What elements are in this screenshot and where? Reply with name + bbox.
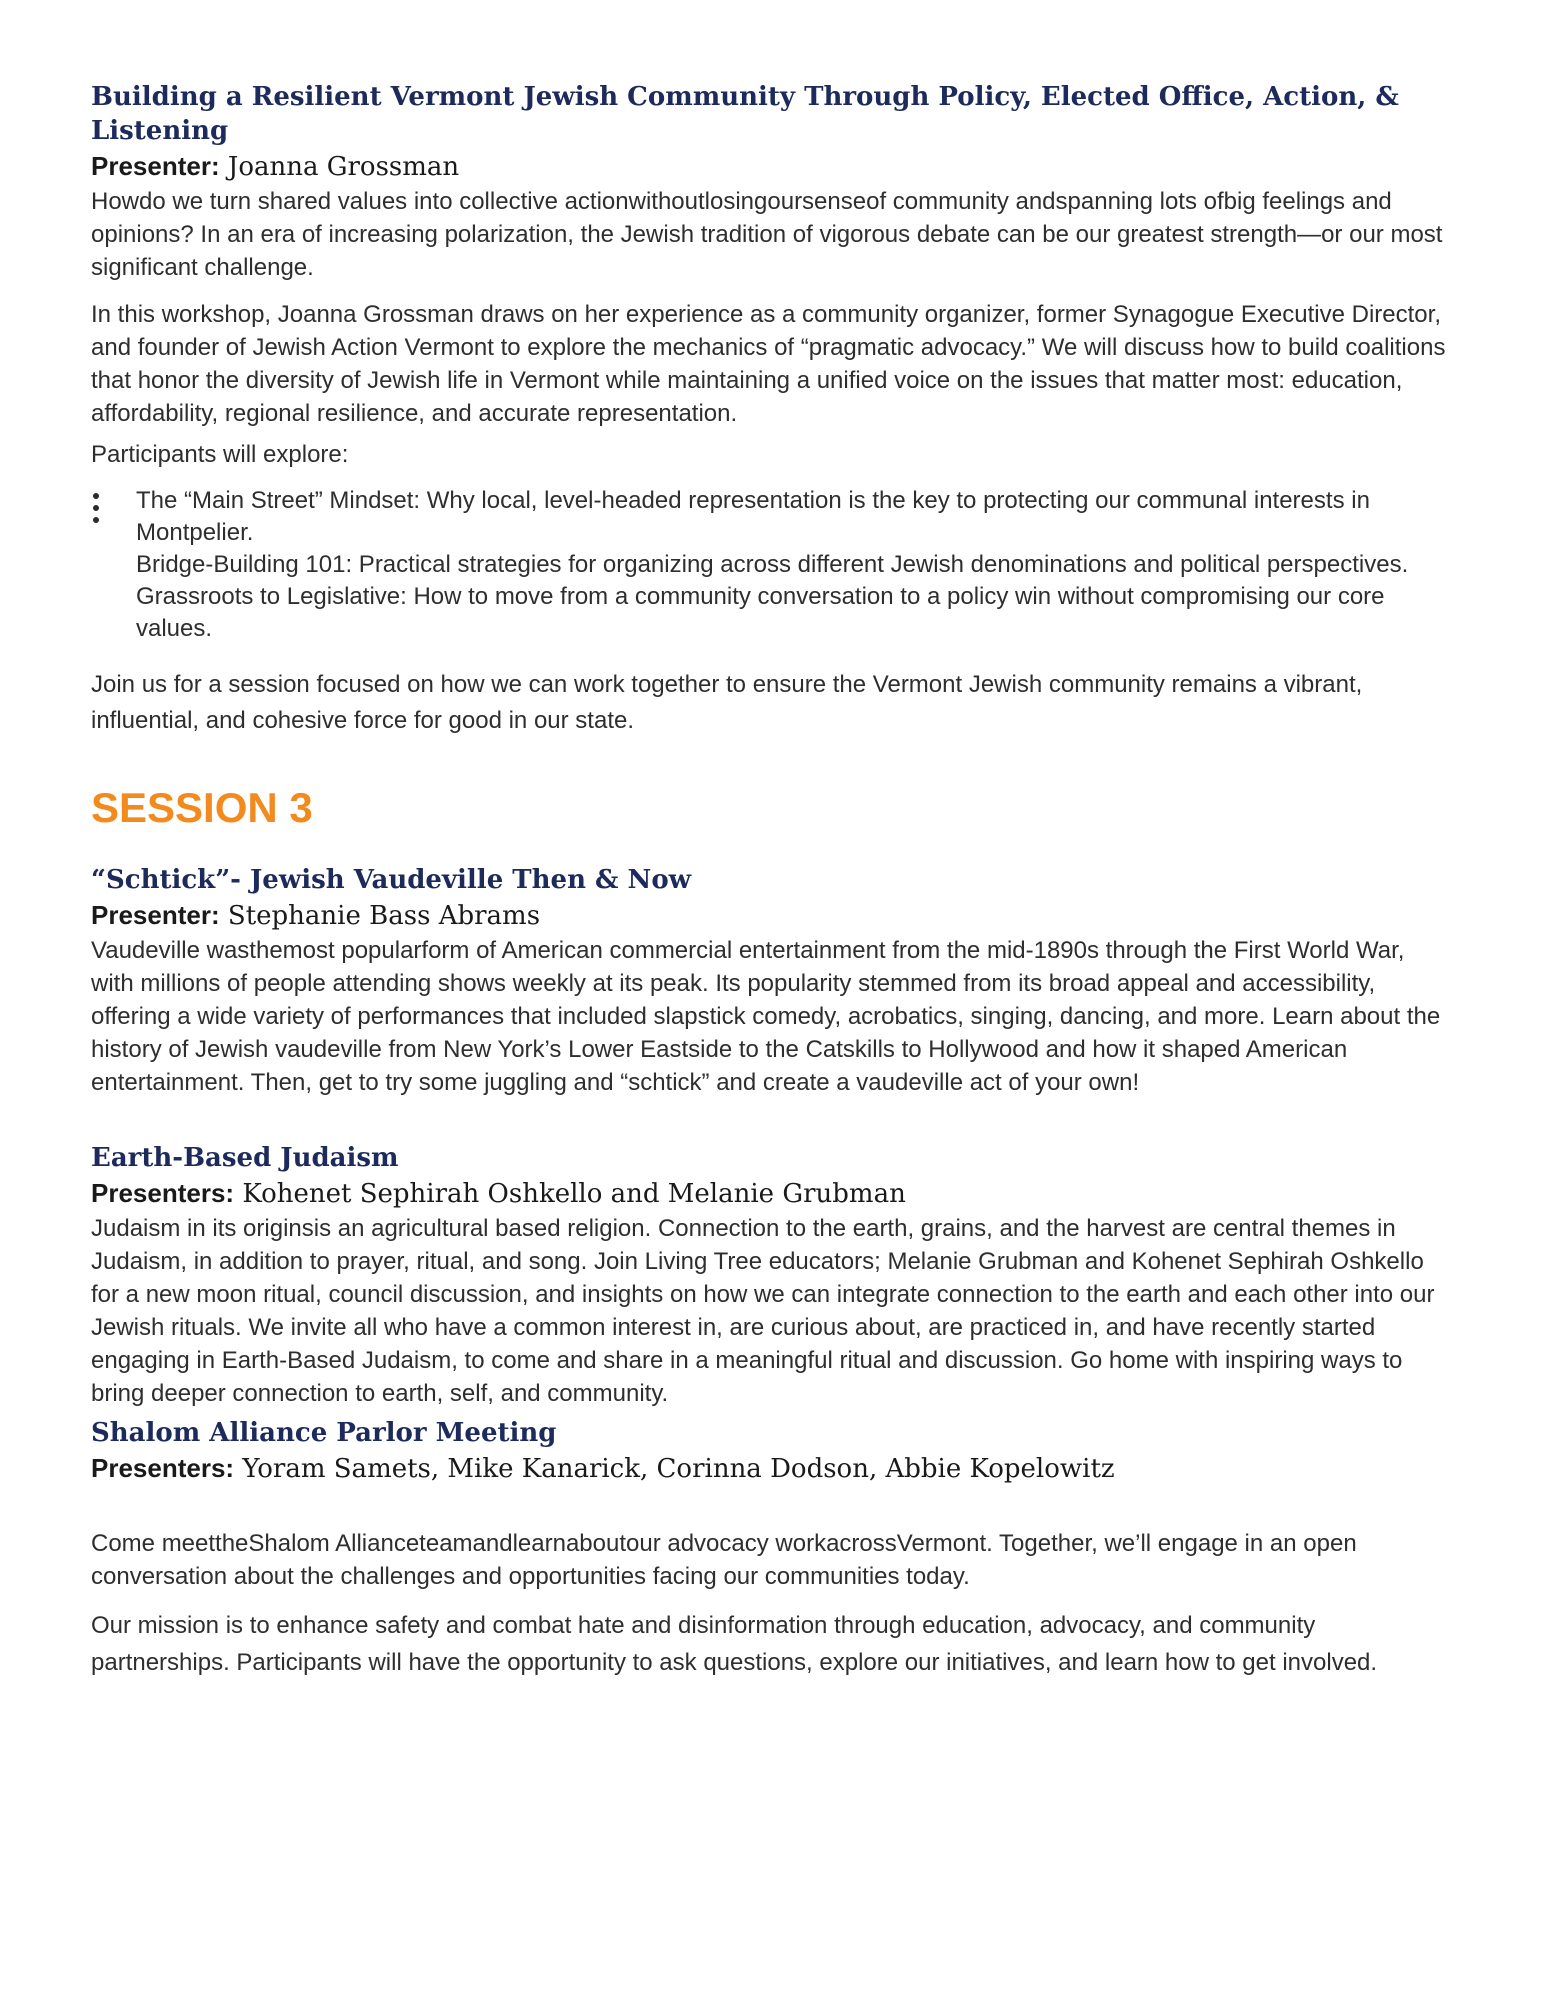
list-item: Grassroots to Legislative: How to move from a community conversation to a policy win without compromising our core values. xyxy=(136,583,1385,642)
description-paragraph: In this workshop, Joanna Grossman draws on her experience as a community organizer, former Synagogue Executive Director, and founder of Jewish Action Vermont to explore the mechanics of “pragmatic advocacy.” We will discuss how to build coalitions that honor the diversity of Jewish life in Vermont while maintaining a unified voice on the issues that matter most: education, affordability, regional resilience, and accurate representation. xyxy=(91,301,1446,427)
workshop-earth-based-judaism xyxy=(91,1141,1450,1410)
session-heading: SESSION 3 xyxy=(91,784,313,831)
presenter-line xyxy=(91,897,1450,934)
description-paragraph: Vaudeville wasthemost popularform of American commercial entertainment from the mid-1890s through the First World War, with millions of people attending shows weekly at its peak. Its popularity stemmed from its broad appeal and accessibility, offering a wide variety of performances that included slapstick comedy, acrobatics, singing, dancing, and more. Learn about the history of Jewish vaudeville from New York’s Lower Eastside to the Catskills to Hollywood and how it shaped American entertainment. Then, get to try some juggling and “schtick” and create a vaudeville act of your own! xyxy=(91,937,1441,1096)
description-paragraph: Come meettheShalom Allianceteamandlearnaboutour advocacy workacrossVermont. Together, we’ll engage in an open conversation about the challenges and opportunities facing our communities today. xyxy=(91,1530,1357,1590)
presenter-name: Stephanie Bass Abrams xyxy=(227,901,541,931)
workshop-schtick xyxy=(91,863,1450,1099)
presenter-label: Presenters: xyxy=(91,1453,235,1483)
workshop-shalom-alliance xyxy=(91,1416,1450,1681)
workshop-title: “Schtick”- Jewish Vaudeville Then & Now xyxy=(91,865,692,895)
workshop-title: Building a Resilient Vermont Jewish Community Through Policy, Elected Office, Action, & Listening xyxy=(91,82,1399,146)
description-paragraph: Our mission is to enhance safety and combat hate and disinformation through education, advocacy, and community partnerships. Participants will have the opportunity to ask questions, explore our initiatives, and learn how to get involved. xyxy=(91,1612,1378,1676)
presenter-label: Presenters: xyxy=(91,1178,235,1208)
workshop-resilient-community xyxy=(91,80,1450,739)
presenter-name: Kohenet Sephirah Oshkello and Melanie Grubman xyxy=(242,1179,906,1209)
participants-intro: Participants will explore: xyxy=(91,441,349,468)
description-paragraph: Howdo we turn shared values into collective actionwithoutlosingoursenseof community andspanning lots ofbig feelings and opinions? In an era of increasing polarization, the Jewish tradition of vigorous debate can be our greatest strength—or our most significant challenge. xyxy=(91,188,1443,281)
description-paragraph: Judaism in its originsis an agricultural based religion. Connection to the earth, grains, and the harvest are central themes in Judaism, in addition to prayer, ritual, and song. Join Living Tree educators; Melanie Grubman and Kohenet Sephirah Oshkello for a new moon ritual, council discussion, and insights on how we can integrate connection to the earth and each other into our Jewish rituals. We invite all who have a common interest in, are curious about, are practiced in, and have recently started engaging in Earth-Based Judaism, to come and share in a meaningful ritual and discussion. Go home with inspiring ways to bring deeper connection to earth, self, and community. xyxy=(91,1215,1435,1407)
presenter-name: Yoram Samets, Mike Kanarick, Corinna Dodson, Abbie Kopelowitz xyxy=(242,1454,1115,1484)
workshop-title: Shalom Alliance Parlor Meeting xyxy=(91,1418,557,1448)
presenter-name: Joanna Grossman xyxy=(227,152,460,182)
closing-paragraph: Join us for a session focused on how we can work together to ensure the Vermont Jewish community remains a vibrant, influential, and cohesive force for good in our state. xyxy=(91,671,1363,734)
list-item: Bridge-Building 101: Practical strategies for organizing across different Jewish denominations and political perspectives. xyxy=(136,551,1409,578)
bullet-list xyxy=(91,485,1450,645)
bullet-list-wrapper xyxy=(91,485,1450,645)
presenter-line xyxy=(91,1450,1450,1487)
presenter-label: Presenter: xyxy=(91,151,220,181)
presenter-line xyxy=(91,148,1450,185)
workshop-title: Earth-Based Judaism xyxy=(91,1143,399,1173)
presenter-line xyxy=(91,1175,1450,1212)
list-item: The “Main Street” Mindset: Why local, level-headed representation is the key to protecting our communal interests in Montpelier. xyxy=(136,487,1370,546)
presenter-label: Presenter: xyxy=(91,900,220,930)
